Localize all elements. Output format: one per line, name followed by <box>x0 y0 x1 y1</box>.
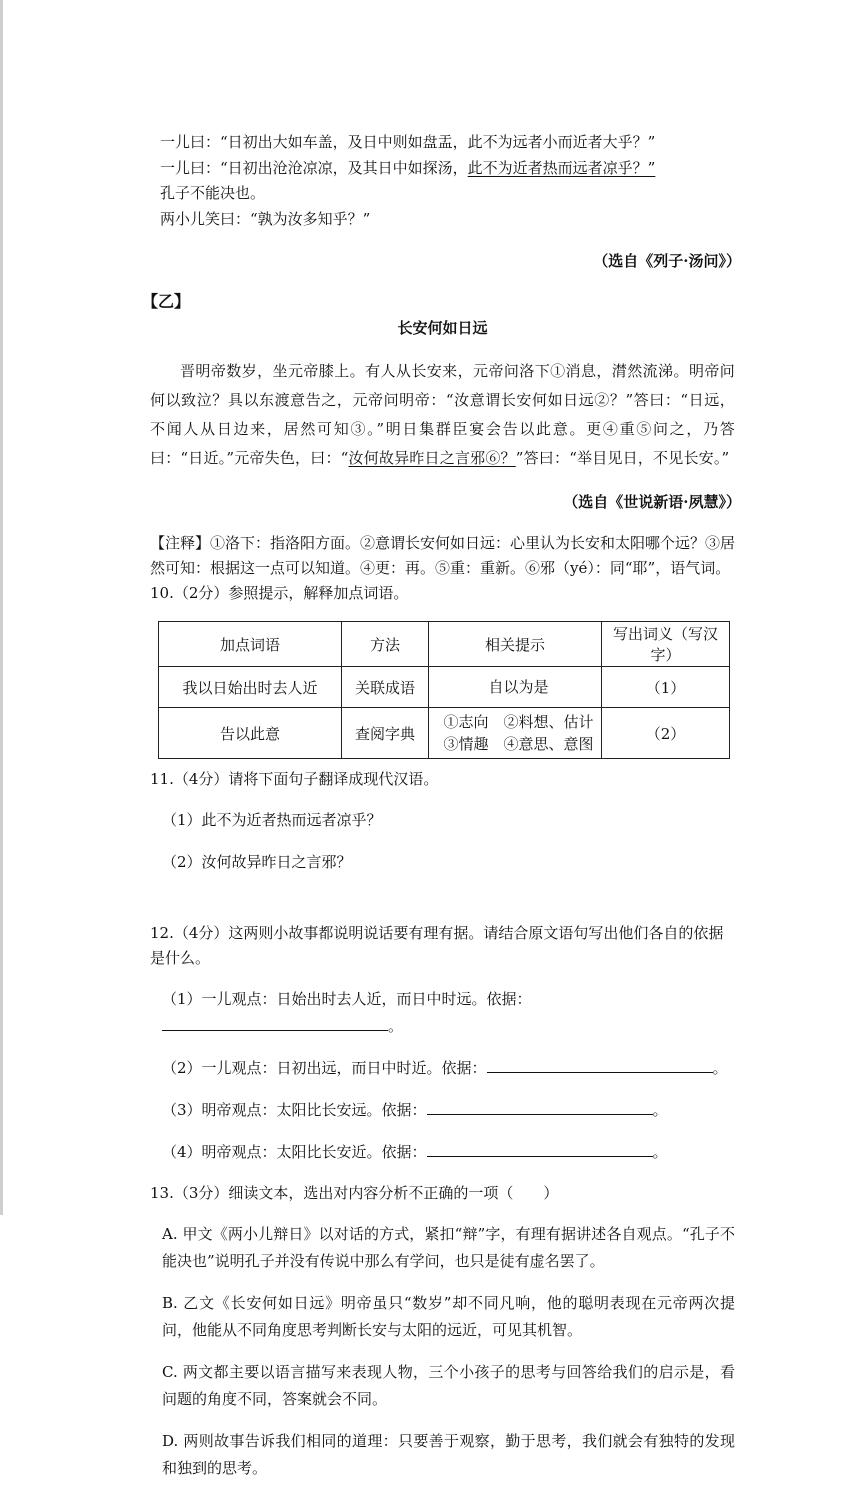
q12-item-1-text: （1）一儿观点：日始出时去人近，而日中时远。依据： <box>162 990 532 1008</box>
q10-header-hint: 相关提示 <box>429 622 602 667</box>
q12-item-1-end: 。 <box>388 1017 404 1035</box>
q10-row-2-hint-line-2: ③情趣 ④意思、意图 <box>443 735 594 753</box>
q13-option-c[interactable]: C. 两文都主要以语言描写来表现人物，三个小孩子的思考与回答给我们的启示是，看问题的角度不同，答案就会不同。 <box>162 1363 735 1408</box>
q12-item-4 <box>150 1139 735 1166</box>
q12-answer-line-3[interactable] <box>427 1100 653 1115</box>
passage-jia <box>150 130 735 232</box>
yi-body-part-1: 晋明帝数岁，坐元帝膝上。有人从长安来，元帝问洛下①消息，潸然流涕。明帝问何以致泣？具以东渡意告之，元帝问明帝：“汝意谓长安何如日远②？”答曰：“日远，不闻人从日边来，居然可知③。”明日集群臣宴会告以此意。更④重⑤问之，乃答曰：“日近。”元帝失色，曰：“ <box>150 362 735 467</box>
q12-answer-line-4[interactable] <box>427 1142 653 1157</box>
q12-stem: 12.（4分）这两则小故事都说明说话要有理有据。请结合原文语句写出他们各自的依据是什么。 <box>150 924 724 967</box>
yi-title: 长安何如日远 <box>397 319 488 337</box>
jia-line-2-text: 一儿曰：“日初出沧沧凉凉，及其日中如探汤， <box>160 158 468 177</box>
q10-row-2-hint-line-1: ①志向 ②料想、估计 <box>443 713 594 731</box>
q12-answer-line-1[interactable] <box>162 1016 388 1031</box>
q11-item-1: （1）此不为近者热而远者凉乎？ <box>162 811 382 829</box>
q12-item-3 <box>150 1097 735 1124</box>
jia-underlined-sentence: 此不为近者热而远者凉乎？” <box>467 158 656 177</box>
q10-row-1-hint: 自以为是 <box>429 667 602 708</box>
q10-table <box>158 621 730 759</box>
yi-label: 【乙】 <box>142 292 191 311</box>
q10-answer-blank-1[interactable]: （1） <box>602 667 730 708</box>
q10-header-answer: 写出词义（写汉字） <box>602 622 730 667</box>
q10-header-method: 方法 <box>342 622 429 667</box>
q12-item-4-end: 。 <box>652 1143 668 1161</box>
scan-edge <box>0 0 3 1215</box>
q12-item-2-end: 。 <box>712 1059 728 1077</box>
exam-content <box>142 130 741 1497</box>
jia-line-4: 两小儿笑曰：“孰为汝多知乎？” <box>160 209 371 228</box>
q10-row-1-word: 我以日始出时去人近 <box>159 667 342 708</box>
q10-row-1-method: 关联成语 <box>342 667 429 708</box>
q13-option-b[interactable]: B. 乙文《长安何如日远》明帝虽只“数岁”却不同凡响，他的聪明表现在元帝两次提问，他能从不同角度思考判断长安与太阳的远近，可见其机智。 <box>162 1294 735 1339</box>
q10-header-row <box>159 622 730 667</box>
q10-answer-blank-2[interactable]: （2） <box>602 708 730 759</box>
q10-row-2-method: 查阅字典 <box>342 708 429 759</box>
yi-notes: 【注释】①洛下：指洛阳方面。②意谓长安何如日远：心里认为长安和太阳哪个远？③居然可知：根据这一点可以知道。④更：再。⑤重：重新。⑥邪（yé）：同“耶”，语气词。 <box>150 534 736 577</box>
q10-stem: 10.（2分）参照提示，解释加点词语。 <box>150 584 409 602</box>
q11-answer-space[interactable] <box>150 891 735 921</box>
yi-underlined-sentence: 汝何故异昨日之言邪⑥？ <box>348 449 516 467</box>
q10-row-2 <box>159 708 730 759</box>
q12-item-2-text: （2）一儿观点：日初出远，而日中时近。依据： <box>162 1059 487 1077</box>
yi-source: （选自《世说新语·夙慧》） <box>563 493 741 511</box>
q10-row-2-hints <box>429 708 602 759</box>
jia-line-2 <box>150 156 735 182</box>
q10-header-word: 加点词语 <box>159 622 342 667</box>
q13-option-a[interactable]: A. 甲文《两小儿辩日》以对话的方式，紧扣“辩”字，有理有据讲述各自观点。“孔子不能决也”说明孔子并没有传说中那么有学问，也只是徒有虚名罢了。 <box>162 1225 735 1270</box>
q13-option-d[interactable]: D. 两则故事告诉我们相同的道理：只要善于观察，勤于思考，我们就会有独特的发现和独到的思考。 <box>162 1432 735 1477</box>
q12-answer-line-2[interactable] <box>487 1058 713 1073</box>
q12-item-1 <box>150 986 735 1040</box>
q12-item-2 <box>150 1055 735 1082</box>
yi-body-part-2: ”答曰：“举目见日，不见长安。” <box>515 449 730 467</box>
jia-source: （选自《列子·汤问》） <box>593 252 741 270</box>
yi-body <box>150 357 735 473</box>
q10-row-2-word: 告以此意 <box>159 708 342 759</box>
q12-item-3-end: 。 <box>652 1101 668 1119</box>
q12-item-3-text: （3）明帝观点：太阳比长安远。依据： <box>162 1101 427 1119</box>
q12-item-4-text: （4）明帝观点：太阳比长安近。依据： <box>162 1143 427 1161</box>
q11-stem: 11.（4分）请将下面句子翻译成现代汉语。 <box>150 770 439 788</box>
jia-line-1: 一儿曰：“日初出大如车盖，及日中则如盘盂，此不为远者小而近者大乎？” <box>160 133 656 151</box>
jia-line-3: 孔子不能决也。 <box>160 184 266 202</box>
q11-item-2: （2）汝何故异昨日之言邪？ <box>162 853 352 871</box>
q10-row-1 <box>159 667 730 708</box>
q13-stem: 13.（3分）细读文本，选出对内容分析不正确的一项（ ） <box>150 1184 559 1202</box>
